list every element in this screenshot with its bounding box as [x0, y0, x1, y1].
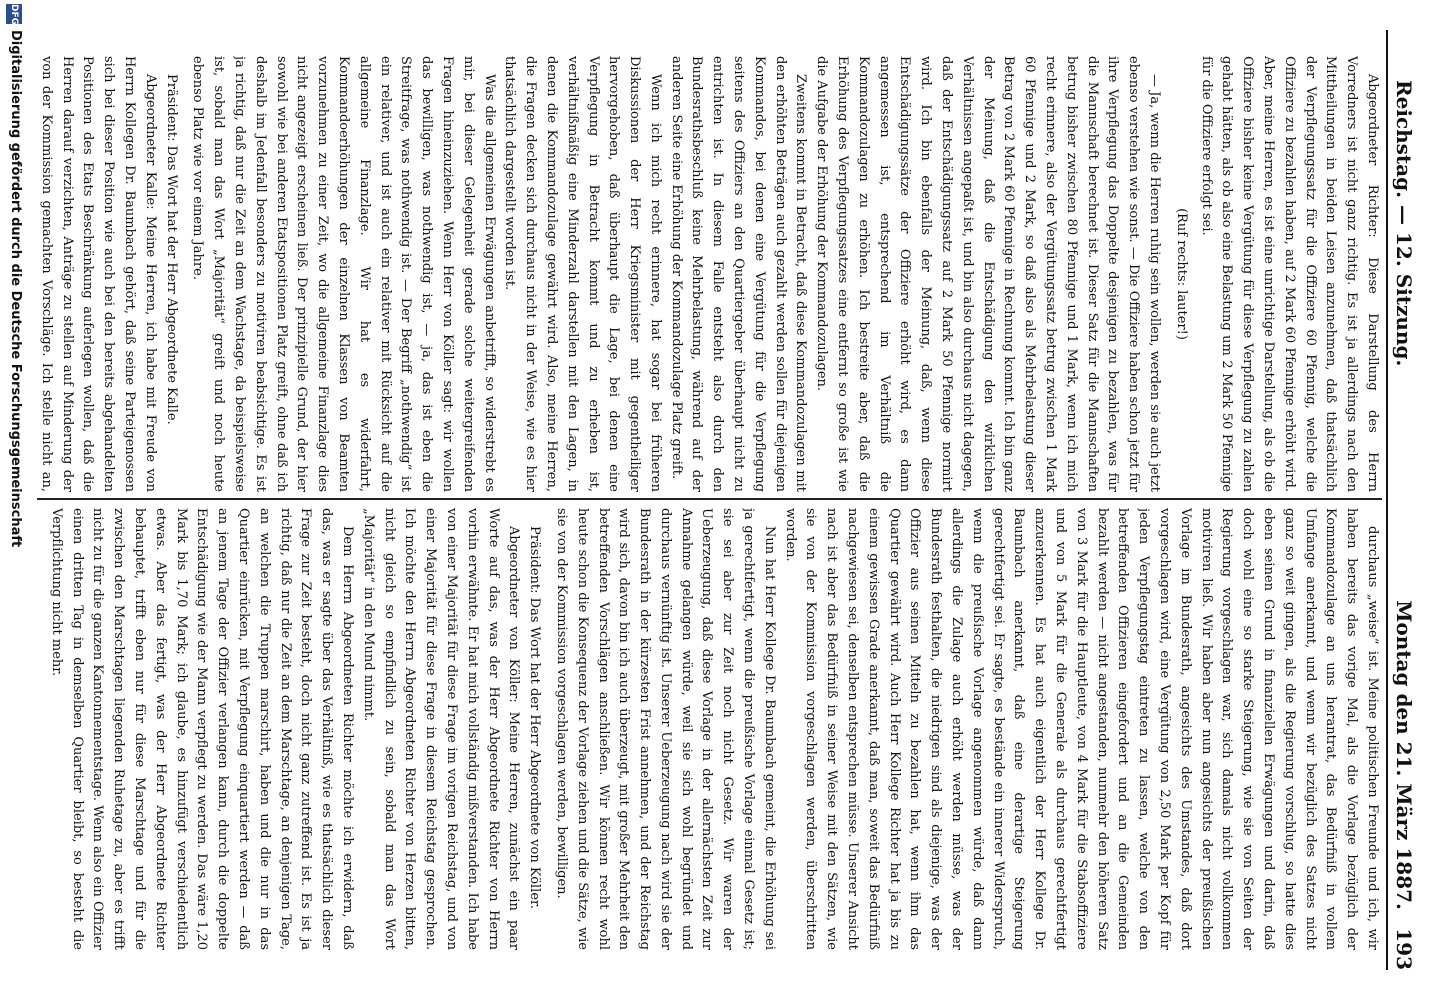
- paragraph: — Ja, wenn die Herren ruhig sein wollen, werden sie auch jetzt ebenso verstehen wie sonst. — Die Offiziere haben schon jetzt für ihre Verpflegung das Doppelte desjenigen zu bezahlen, was für die Mannschaft berechnet ist. Dieser Satz für die Mannschaften betrug bisher zwischen 80 Pfennige und 1 Mark, wenn ich mich recht erinnere, also der Vergütungssatz betrug zwischen 1 Mark 60 Pfennige und 2 Mark, so daß also als Mehrbelastung dieser Betrag von 2 Mark 60 Pfennige in Rechnung kommt. Ich bin ganz der Meinung, daß die Entschädigung den wirklichen Verhältnissen angepaßt ist, und bin also durchaus nicht dagegen, daß der Entschädigungssatz auf 2 Mark 50 Pfennige normirt wird. Ich bin ebenfalls der Meinung, daß, wenn diese Entschädigungssätze der Offiziere erhöht wird, es dann angemessen ist, entsprechend im Verhältniß die Kommandozulagen zu erhöhen. Ich bestreite aber, daß die Erhöhung des Verpflegungssatzes eine entfernt so große ist wie die Aufgabe der Erhöhung der Kommandozulagen.: [814, 56, 1163, 492]
- page-number: 193: [1392, 928, 1416, 970]
- header-date: Montag den 21. März 1887.: [1392, 600, 1416, 910]
- column-divider: [37, 498, 1382, 500]
- president-line: Präsident: Das Wort hat der Herr Abgeordnete von Köller.: [527, 526, 543, 909]
- right-text-column: [37, 508, 1382, 950]
- paragraph: Wenn ich mich recht erinnere, hat sogar bei früheren Diskussionen der Herr Kriegsminister mit gegentheiliger hervorgehoben, daß überhaupt die Lage, bei denen eine Verpflegung in Betracht kommt und zu erheben ist, verhältnißmäßig eine Minderzahl darstellen mit den Lagen, in denen die Kommandozulage gewährt wird. Also, meine Herren, die Fragen decken sich durchaus nicht in der Weise, wie es hier thatsächlich dargestellt worden ist.: [502, 56, 663, 492]
- interjection: (Ruf rechts: lauter!): [1173, 208, 1189, 340]
- paragraph: Abgeordneter von Köller: Meine Herren, zunächst ein paar Worte auf das, was der Herr Abgeordnete Richter von Herrn vorhin erwähnte. Er hat mich vollständig mißverstanden. Ich habe von einer Majorität für diese Frage im vorigen Reichstag, und von einer Majorität für diese Frage in diesem Reichstag gesprochen. Ich möchte den Herrn Abgeordneten Richter von Herzen bitten, nicht gleich so empfindlich zu sein, sobald man das Wort „Majorität“ in den Mund nimmt.: [360, 508, 522, 950]
- president-line: Präsident: Das Wort hat der Herr Abgeordnete Kalle.: [163, 74, 179, 425]
- paragraph: Dem Herrn Abgeordneten Richter möchte ich erwidern, daß das, was er sagte über das Verhältniß, wie es thatsächlich dieser Frage zur Zeit besteht, doch nicht ganz zutreffend ist. Es ist ja richtig, daß nur die Zeit an dem Marschtage, an denjenigen Tage, an welchen die Truppen marschirt, haben und die nur in das Quartier einrücken, mit Verpflegung einquartiert werden — daß an jenem Tage der Offizier verlangen kann, durch die doppelte Entschädigung wie der Mann verpflegt zu werden. Das wäre 1,20 Mark bis 1,70 Mark; ich glaube, es hinzufügt verschiedentlich etwas. Aber das fertigt, was der Herr Abgeordnete Richter behauptet, trifft eben nur für diese Marschtage und für die zwischen den Marschtagen liegenden Ruhetage zu, aber es trifft nicht zu für die ganzen Kantonnementstage. Wenn also ein Offizier einen dritten Tag in demselben Quartier bleibt, so besteht die Verpflichtung nicht mehr.: [48, 508, 355, 950]
- paragraph: Abgeordneter Kalle: Meine Herren, ich habe mit Freude von Herrn Kollegen Dr. Baumbach gehört, daß seine Parteigenossen sich bei dieser Position wie auch bei den bereits abgehandelten Positionen des Etats Beschränkung auferlegen wollen, daß die Herren darauf verzichten, Anträge zu stellen auf Minderung der von der Kommission gemachten Vorschläge. Ich stelle nicht an,: [38, 56, 158, 492]
- left-text-column: [37, 56, 1382, 492]
- footer-credit: Digitalisierung gefördert durch die Deutsche Forschungsgemeinschaft: [8, 30, 23, 548]
- digitization-footer: [0, 0, 30, 1000]
- paragraph: Zweitens kommt in Betracht, daß diese Kommandozulagen mit den erhöhten Beträgen auch gezahlt werden sollen für diejenigen Kommandos, bei denen eine Vergütung für die Verpflegung seitens des Offiziers an den Quartiergeber überhaupt nicht zu entrichten ist. In diesem Falle entsteht also durch den Bundesrathsbeschluß keine Mehrbelastung, während auf der anderen Seite eine Erhöhung der Kommandozulage Platz greift.: [668, 56, 809, 492]
- paragraph: Nun hat Herr Kollege Dr. Baumbach gemeint, die Erhöhung sei ja gerechtfertigt, wenn die preußische Vorlage einmal Gesetz ist; sie sei aber zur Zeit noch nicht Gesetz. Wir waren der Ueberzeugung, daß diese Vorlage in der allernächsten Zeit zur Annahme gelangen würde, weil sie sich wohl begründet und durchaus vernünftig ist. Unserer Ueberzeugung nach wird sie der Bundesrath in der kürzesten Frist annehmen, und der Reichstag wird sich, davon bin ich auch überzeugt, mit großer Mehrheit den betreffenden Vorschlägen anschließen. Wir können recht wohl heute schon die Konsequenz der Vorlage ziehen und die Sätze, wie sie von der Kommission vorgeschlagen werden, bewilligen.: [553, 508, 777, 950]
- header-session: Reichstag. — 12. Sitzung.: [1392, 80, 1416, 367]
- paragraph: durchaus „weise“ ist. Meine politischen Freunde und ich, wir haben bereits das vorige Mal, als die Vorlage bezüglich der Kommandozulage an uns herantrat, das Bedürfniß in vollem Umfange anerkannt, und wenn wir bezüglich des Satzes nicht ganz so weit gingen, als die Regierung vorschlug, so hatte dies eben seinen Grund in finanziellen Erwägungen und darin, daß doch wohl eine so starke Steigerung, wie sie von Seiten der Regierung vorgeschlagen war, sich damals nicht vollkommen motiviren ließ. Wir haben aber nun angesichts der preußischen Vorlage im Bundesrath, angesichts des Umstandes, daß dort vorgeschlagen wird, eine Vergütung von 2,50 Mark per Kopf für jeden Verpflegungstag eintreten zu lassen, welche von den betreffenden Offizieren eingefordert und an die Gemeinden bezahlt werden — nicht angestanden, nunmehr den höheren Satz von 3 Mark für die Hauptleute, von 4 Mark für die Stabsoffiziere und von 5 Mark für die Generale als durchaus gerechtfertigt anzuerkennen. Es hat auch eigentlich der Herr Kollege Dr. Baumbach anerkannt, daß eine derartige Steigerung gerechtfertigt sei. Er sagte, es bestände ein innerer Widerspruch, wenn die preußische Vorlage angenommen würde, daß dann allerdings die Zulage auch erhöht werden müsse, was der Bundesrath festhalten, die niedrigen sind als diejenige, was der Offizier aus seinen Mitteln zu bezahlen hat, wenn ihm das Quartier gewährt wird. Auch Herr Kollege Richter hat ja bis zu einem gewissen Grade anerkannt, daß man, soweit das Bedürfniß nachgewiesen sei, denselben entsprechen müsse. Unserer Ansicht nach ist aber das Bedürfniß in seiner Weise mit den Sätzen, wie sie von der Kommission vorgeschlagen werden, überschritten worden.: [782, 508, 1380, 950]
- page-header: [1386, 30, 1424, 970]
- paragraph: Abgeordneter Richter: Diese Darstellung des Herrn Vorredners ist nicht ganz richtig. Es ist ja allerdings nach den Mittheilungen in beiden Leisen anzunehmen, daß thatsächlich der Verpflegungssatz für die Offiziere 60 Pfennig, welche die Offiziere zu bezahlen haben, auf 2 Mark 60 Pfennige erhöht wird. Aber, meine Herren, es ist eine unrichtige Darstellung, als ob die Offiziere bisher keine Vergütung für diese Verpflegung zu zahlen gehabt hätten, als ob also eine Belastung um 2 Mark 50 Pfennige für die Offiziere erfolgt sei.: [1198, 56, 1380, 492]
- paragraph: Was die allgemeinen Erwägungen anbetrifft, so widerstrebt es mir, bei dieser Gelegenheit gerade solche weitergreifenden Fragen hineinzuziehen. Wenn Herr von Köller sagt: wir wollen das bewilligen, was nothwendig ist, — ja, das ist eben die Streitfrage, was nothwendig ist. — Der Begriff „nothwendig“ ist ein relativer, und ist auch ein relativer mit Rücksicht auf die allgemeine Finanzlage. Wir hat es widerfahrt, Kommandoerhöhungen der einzelnen Klassen von Beamten vorzunehmen zu einer Zeit, wo die allgemeine Finanzlage dies nicht angezeigt erscheinen ließ. Der prinzipielle Grund, der hier sowohl wie bei anderen Etatspositionen Platz greift, ohne daß ich deshalb im Jedenfall besonders zu motiviren beabsichtige. Es ist ja richtig, daß nur die Zeit an dem Wachstage, da beispielsweise ist, sobald man das Wort „Majorität“ greift und noch heute ebenso Platz wie vor einem Jahre.: [190, 56, 497, 492]
- dfg-logo: DFG: [6, 4, 22, 24]
